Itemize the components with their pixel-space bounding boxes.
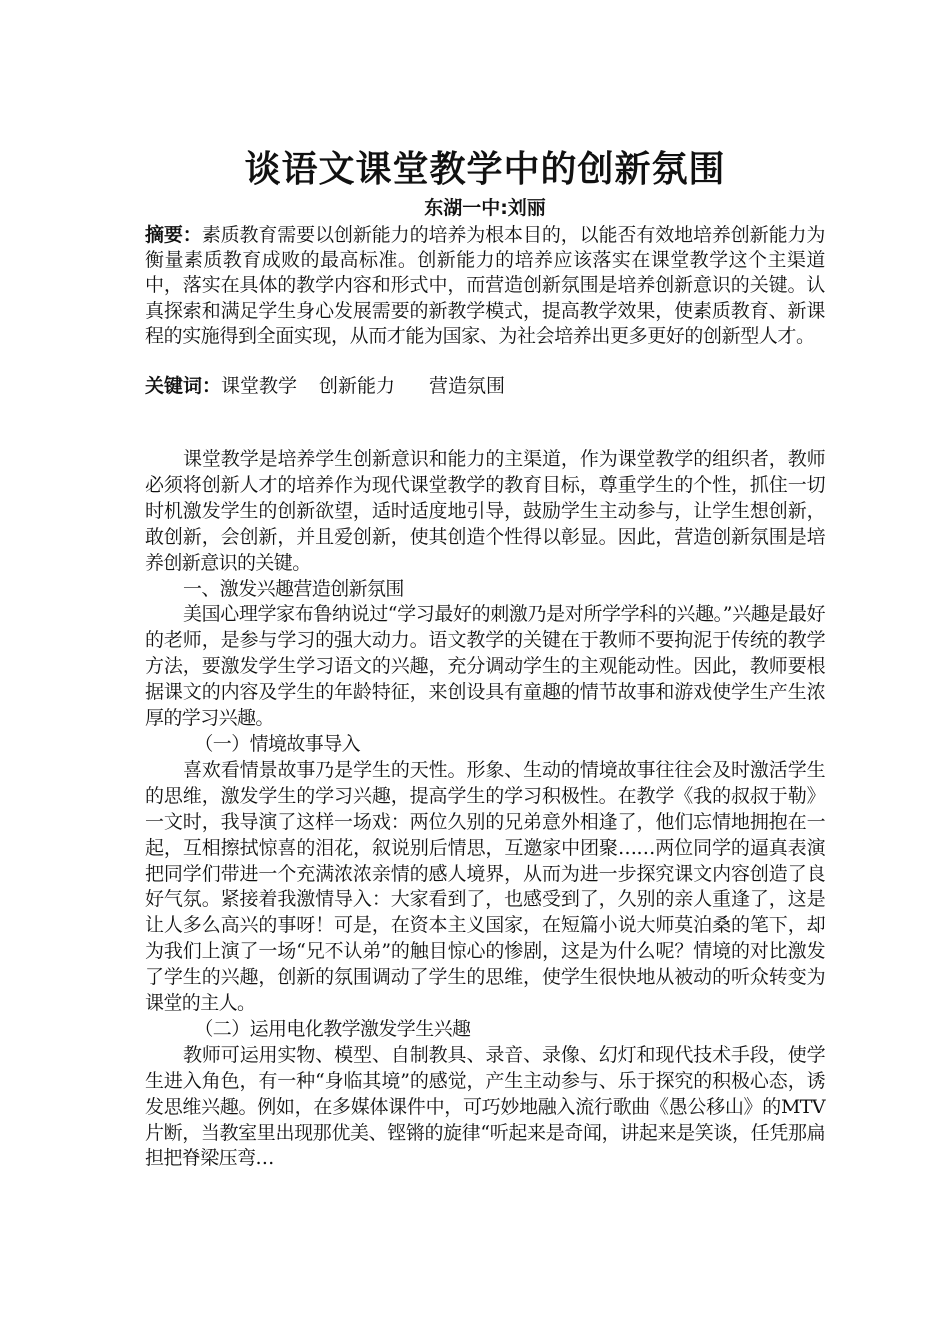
body-paragraph: 课堂教学是培养学生创新意识和能力的主渠道，作为课堂教学的组织者，教师必须将创新人才的培养作为现代课堂教学的教育目标，尊重学生的个性，抓住一切时机激发学生的创新欲望，适时适度地引导，鼓励学生主动参与，让学生想创新，敢创新，会创新，并且爱创新，使其创造个性得以彰显。因此，营造创新氛围是培养创新意识的关键。 [145,448,825,574]
abstract-text: 素质教育需要以创新能力的培养为根本目的，以能否有效地培养创新能力为衡量素质教育成败的最高标准。创新能力的培养应该落实在课堂教学这个主渠道中，落实在具体的教学内容和形式中，而营造创新氛围是培养创新意识的关键。认真探索和满足学生身心发展需要的新教学模式，提高教学效果，使素质教育、新课程的实施得到全面实现，从而才能为国家、为社会培养出更多更好的创新型人才。 [145,224,825,347]
body-paragraph: 喜欢看情景故事乃是学生的天性。形象、生动的情境故事往往会及时激活学生的思维，激发学生的学习兴趣，提高学生的学习积极性。在教学《我的叔叔于勒》一文时，我导演了这样一场戏：两位久别的兄弟意外相逢了，他们忘情地拥抱在一起，互相擦拭惊喜的泪花，叙说别后情思，互邀家中团聚……两位同学的逼真表演把同学们带进一个充满浓浓亲情的感人境界，从而为进一步探究课文内容创造了良好气氛。紧接着我激情导入：大家看到了，也感受到了，久别的亲人重逢了，这是让人多么高兴的事呀！可是，在资本主义国家，在短篇小说大师莫泊桑的笔下，却为我们上演了一场“兄不认弟”的触目惊心的惨剧，这是为什么呢？情境的对比激发了学生的兴趣，创新的氛围调动了学生的思维，使学生很快地从被动的听众转变为课堂的主人。 [145,758,825,1015]
section-heading: 一、激发兴趣营造创新氛围 [183,577,404,600]
abstract [145,223,825,349]
keyword-item: 营造氛围 [429,375,506,398]
abstract-label: 摘要： [145,224,202,246]
body-paragraph: 教师可运用实物、模型、自制教具、录音、录像、幻灯和现代技术手段，使学生进入角色，有一种“身临其境”的感觉，产生主动参与、乐于探究的积极心态，诱发思维兴趣。例如，在多媒体课件中，可巧妙地融入流行歌曲《愚公移山》的MTV片断，当教室里出现那优美、铿锵的旋律“听起来是奇闻，讲起来是笑谈，任凭那扁担把脊梁压弯… [145,1043,825,1170]
keywords-line [145,373,825,399]
document-body [145,447,825,1172]
author-line: 东湖一中:刘丽 [424,197,546,219]
keyword-item: 课堂教学 [221,375,298,398]
document-title: 谈语文课堂教学中的创新氛围 [244,149,726,190]
document-page [145,145,825,1172]
keywords-label: 关键词： [145,375,222,398]
body-paragraph: 美国心理学家布鲁纳说过“学习最好的刺激乃是对所学学科的兴趣。”兴趣是最好的老师，是参与学习的强大动力。语文教学的关键在于教师不要拘泥于传统的教学方法，要激发学生学习语文的兴趣，充分调动学生的主观能动性。因此，教师要根据课文的内容及学生的年龄特征，来创设具有童趣的情节故事和游戏使学生产生浓厚的学习兴趣。 [145,603,825,730]
keyword-item: 创新能力 [319,375,396,398]
subsection-heading: （一）情境故事导入 [194,732,360,755]
subsection-heading: （二）运用电化教学激发学生兴趣 [194,1017,471,1040]
